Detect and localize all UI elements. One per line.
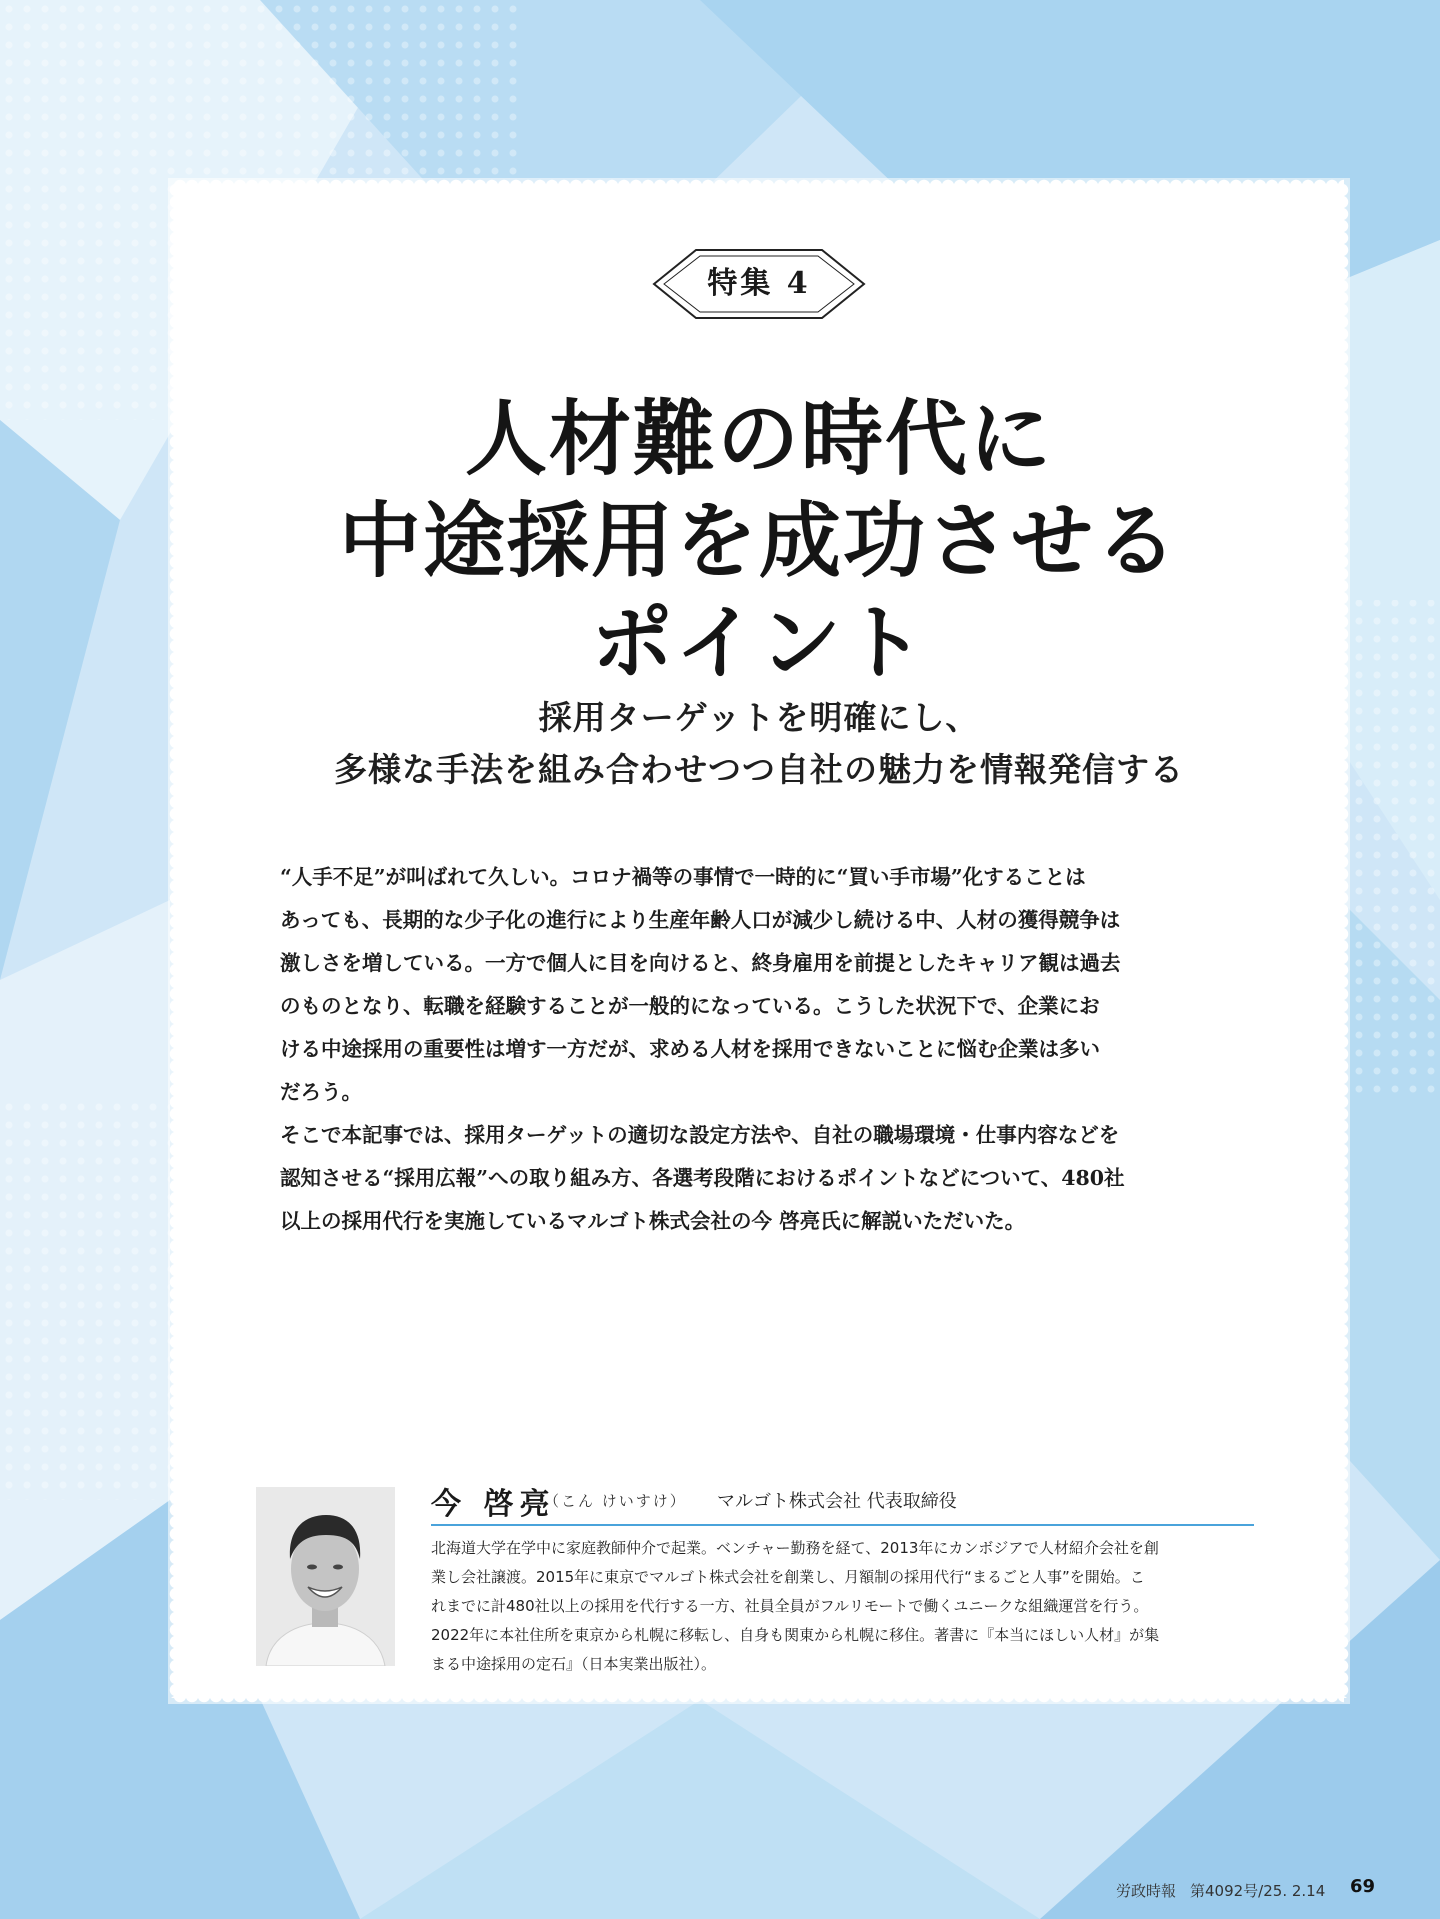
publication-name: 労政時報 — [1116, 1882, 1177, 1900]
lead-line: 認知させる“採用広報”への取り組み方、各選考段階におけるポイントなどについて、480社 — [280, 1166, 1125, 1190]
subtitle-line-2: 多様な手法を組み合わせつつ自社の魅力を情報発信する — [334, 750, 1184, 789]
lead-paragraph — [280, 856, 1240, 1243]
lead-line: のものとなり、転職を経験することが一般的になっている。こうした状況下で、企業にお — [280, 994, 1100, 1018]
bio-line: まる中途採用の定石』（日本実業出版社）。 — [431, 1655, 717, 1673]
lead-line: 激しさを増している。一方で個人に目を向けると、終身雇用を前提としたキャリア観は過去 — [280, 951, 1121, 975]
feature-label: 特集 4 — [707, 266, 811, 301]
author-name-reading: （こん けいすけ） — [544, 1492, 687, 1510]
author-role: マルゴト株式会社 代表取締役 — [717, 1491, 957, 1512]
lead-line: そこで本記事では、採用ターゲットの適切な設定方法や、自社の職場環境・仕事内容などを — [280, 1123, 1120, 1147]
article-card — [174, 184, 1344, 1698]
title-line-1: 人材難の時代に — [464, 392, 1053, 487]
bio-line: 業し会社譲渡。2015年に東京でマルゴト株式会社を創業し、月額制の採用代行“まるごと人事”を開始。こ — [431, 1568, 1145, 1586]
lead-line: “人手不足”が叫ばれて久しい。コロナ禍等の事情で一時的に“買い手市場”化することは — [280, 865, 1086, 889]
card-stamp-edge-top — [174, 174, 1344, 186]
feature-badge — [646, 242, 872, 326]
card-stamp-edge-bottom — [174, 1696, 1344, 1708]
author-photo — [256, 1487, 395, 1666]
title-line-3: ポイント — [590, 596, 927, 691]
title-line-2: 中途採用を成功させる — [338, 494, 1179, 589]
lead-line: だろう。 — [280, 1080, 362, 1104]
profile-divider — [431, 1524, 1254, 1526]
bio-line: れまでに計480社以上の採用を代行する一方、社員全員がフルリモートで働くユニークな組織運営を行う。 — [431, 1597, 1149, 1615]
bio-line: 北海道大学在学中に家庭教師仲介で起業。ベンチャー勤務を経て、2013年にカンボジアで人材紹介会社を創 — [431, 1539, 1159, 1557]
subtitle-line-1: 採用ターゲットを明確にし、 — [538, 698, 980, 737]
page-number: 69 — [1350, 1876, 1376, 1897]
bio-line: 2022年に本社住所を東京から札幌に移転し、自身も関東から札幌に移住。著書に『本当にほしい人材』が集 — [431, 1626, 1160, 1644]
issue-info: 第4092号/25. 2.14 — [1190, 1882, 1326, 1900]
lead-line: あっても、長期的な少子化の進行により生産年齢人口が減少し続ける中、人材の獲得競争は — [280, 908, 1121, 932]
author-name: 今 啓亮 — [431, 1487, 556, 1522]
lead-line: 以上の採用代行を実施しているマルゴト株式会社の今 啓亮氏に解説いただいた。 — [280, 1209, 1026, 1233]
author-bio — [431, 1534, 1261, 1679]
lead-line: ける中途採用の重要性は増す一方だが、求める人材を採用できないことに悩む企業は多い — [280, 1037, 1100, 1061]
